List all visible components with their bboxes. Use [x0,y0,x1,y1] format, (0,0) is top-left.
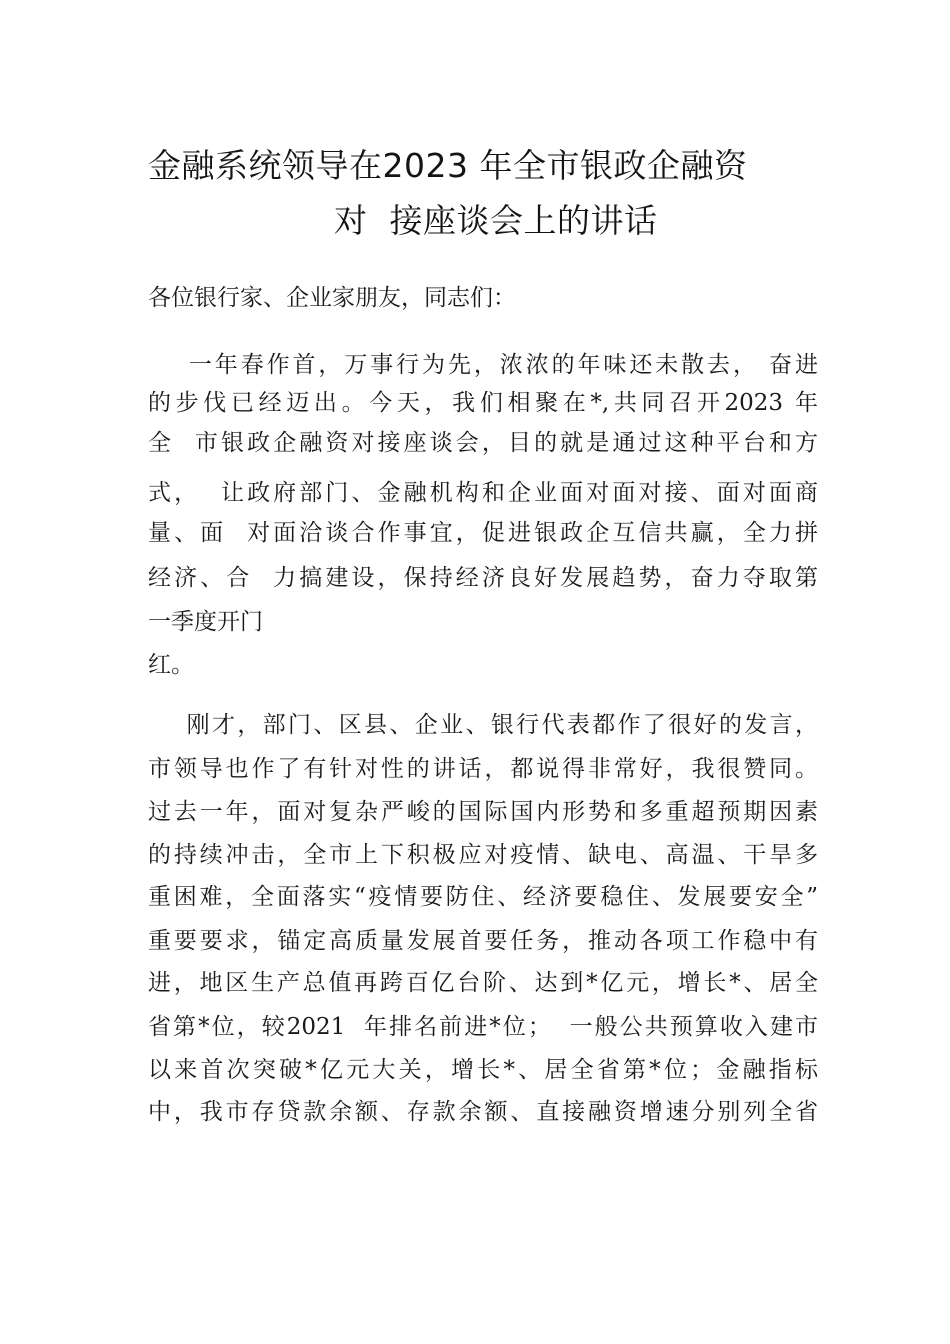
paragraph-1-line: 全 市银政企融资对接座谈会，目的就是通过这种平台和方 [148,430,818,456]
paragraph-2-line: 以来首次突破*亿元大关，增长*、居全省第*位；金融指标 [148,1057,818,1083]
paragraph-1-line: 一年春作首，万事行为先，浓浓的年味还未散去， 奋进 [148,352,818,378]
paragraph-2-line: 的持续冲击，全市上下积极应对疫情、缺电、高温、干旱多 [148,842,818,868]
paragraph-2-line: 中，我市存贷款余额、存款余额、直接融资增速分别列全省 [148,1099,818,1125]
document-title-line-2: 对 接座谈会上的讲话 [334,201,658,240]
document-title-line-1: 金融系统领导在2023 年全市银政企融资 [148,146,748,185]
paragraph-1-line: 式， 让政府部门、金融机构和企业面对面对接、面对面商 [148,480,818,506]
paragraph-1-line: 经济、合 力搞建设，保持经济良好发展趋势，奋力夺取第 [148,565,818,591]
paragraph-1-line: 量、面 对面洽谈合作事宜，促进银政企互信共赢，全力拼 [148,520,818,546]
paragraph-2-line: 重困难，全面落实“疫情要防住、经济要稳住、发展要安全” [148,884,818,910]
paragraph-2-line: 省第*位，较2021 年排名前进*位； 一般公共预算收入建市 [148,1014,818,1040]
paragraph-1-line: 红。 [148,652,194,678]
paragraph-2-line: 刚才，部门、区县、企业、银行代表都作了很好的发言， [148,712,818,738]
paragraph-1-line: 一季度开门 [148,609,263,635]
paragraph-2-line: 市领导也作了有针对性的讲话，都说得非常好，我很赞同。 [148,756,818,782]
paragraph-2-line: 重要要求，锚定高质量发展首要任务，推动各项工作稳中有 [148,928,818,954]
salutation: 各位银行家、企业家朋友，同志们： [148,285,516,311]
paragraph-2-line: 进，地区生产总值再跨百亿台阶、达到*亿元，增长*、居全 [148,970,818,996]
paragraph-2-line: 过去一年，面对复杂严峻的国际国内形势和多重超预期因素 [148,799,818,825]
paragraph-1-line: 的步伐已经迈出。今天，我们相聚在*,共同召开2023 年 [148,390,818,416]
